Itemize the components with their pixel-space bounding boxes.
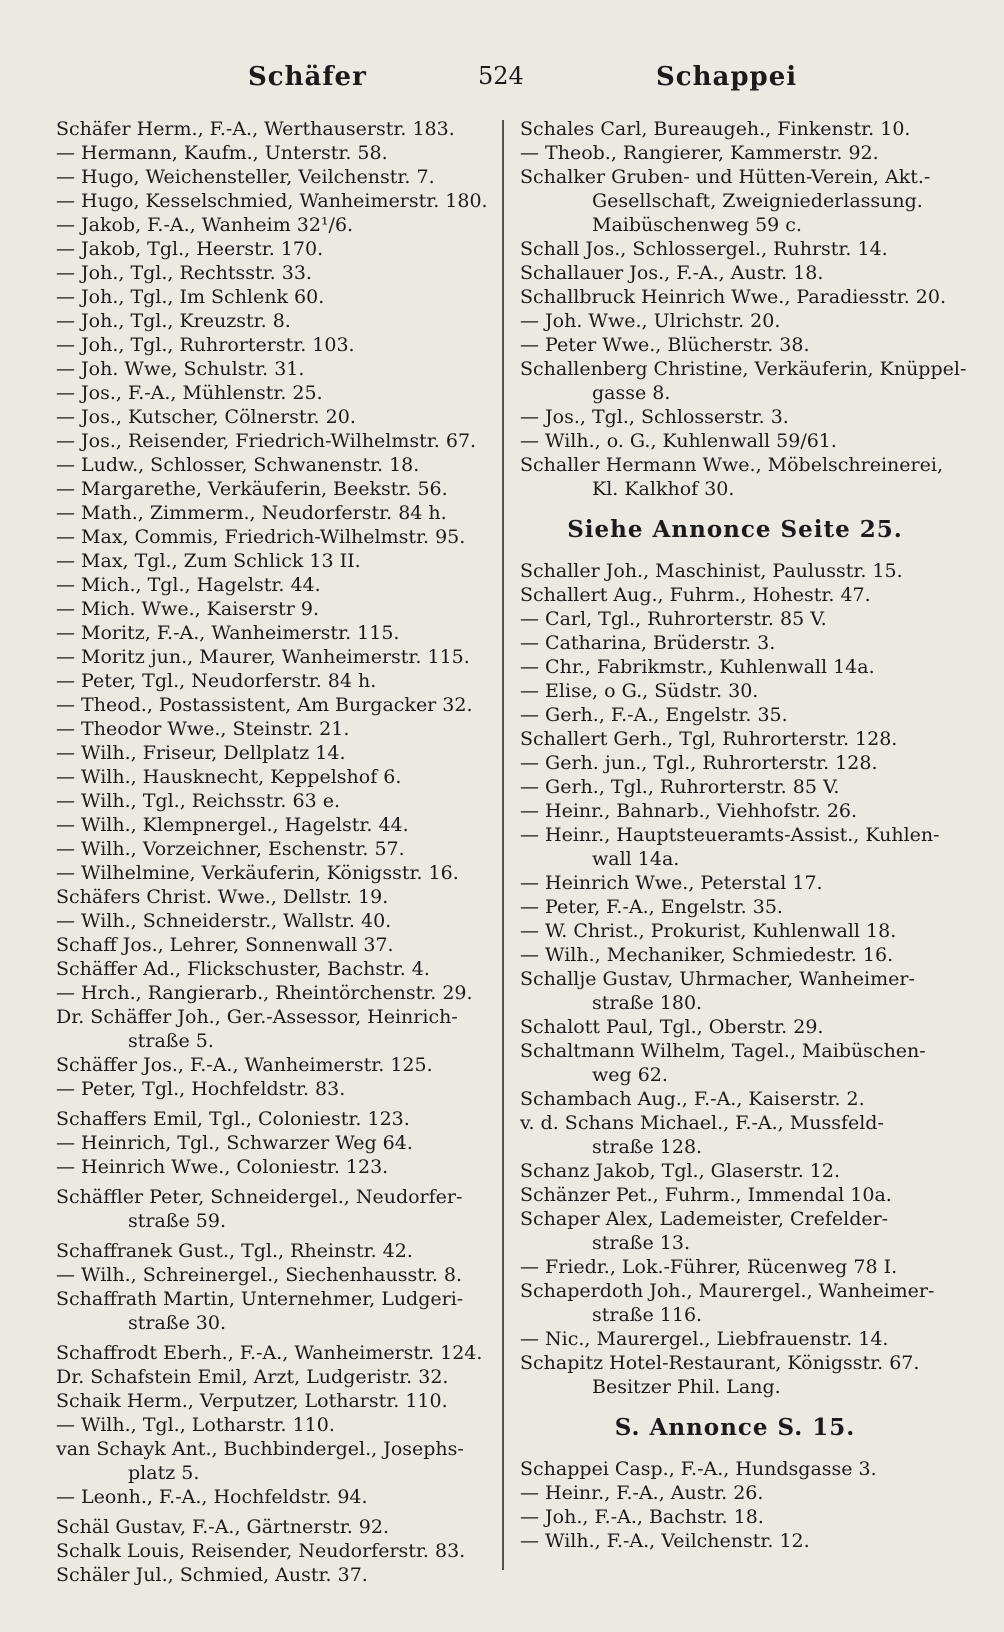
list-item: — Joh., Tgl., Ruhrorterstr. 103. <box>56 334 355 356</box>
list-item: — Wilh., Schreinergel., Siechenhausstr. 8. <box>56 1264 463 1286</box>
list-item: v. d. Schans Michael., F.-A., Mussfeld- <box>520 1112 884 1134</box>
list-item: — Joh. Wwe, Schulstr. 31. <box>56 358 305 380</box>
list-item: — Gerh., Tgl., Ruhrorterstr. 85 V. <box>520 776 840 798</box>
list-item: — Hrch., Rangierarb., Rheintörchenstr. 29. <box>56 982 473 1004</box>
list-item-continuation: weg 62. <box>592 1064 668 1086</box>
list-item: — Joh., F.-A., Bachstr. 18. <box>520 1506 764 1528</box>
list-item: — Leonh., F.-A., Hochfeldstr. 94. <box>56 1486 368 1508</box>
list-item: Schales Carl, Bureaugeh., Finkenstr. 10. <box>520 118 911 140</box>
list-item: Schaller Hermann Wwe., Möbelschreinerei, <box>520 454 943 476</box>
annonce-note: S. Annonce S. 15. <box>614 1414 856 1441</box>
list-item: Schallauer Jos., F.-A., Austr. 18. <box>520 262 824 284</box>
list-item: — Hermann, Kaufm., Unterstr. 58. <box>56 142 388 164</box>
list-item-continuation: straße 5. <box>128 1030 214 1052</box>
list-item: — Math., Zimmerm., Neudorferstr. 84 h. <box>56 502 447 524</box>
list-item: Schäler Jul., Schmied, Austr. 37. <box>56 1564 368 1586</box>
list-item: — Joh., Tgl., Rechtsstr. 33. <box>56 262 312 284</box>
list-item: Schaper Alex, Lademeister, Crefelder- <box>520 1208 889 1230</box>
list-item: Schaltmann Wilhelm, Tagel., Maibüschen- <box>520 1040 926 1062</box>
list-item: — Theod., Postassistent, Am Burgacker 32. <box>56 694 473 716</box>
list-item: Schalker Gruben- und Hütten-Verein, Akt.- <box>520 166 931 188</box>
page-header <box>0 62 1004 102</box>
list-item: — Peter, Tgl., Neudorferstr. 84 h. <box>56 670 377 692</box>
list-item: Schall Jos., Schlossergel., Ruhrstr. 14. <box>520 238 888 260</box>
list-item: — Jakob, Tgl., Heerstr. 170. <box>56 238 324 260</box>
list-item: Schaperdoth Joh., Maurergel., Wanheimer- <box>520 1280 935 1302</box>
list-item: — Heinrich, Tgl., Schwarzer Weg 64. <box>56 1132 413 1154</box>
list-item: — Jakob, F.-A., Wanheim 32¹/6. <box>56 214 354 236</box>
list-item: Schäffer Jos., F.-A., Wanheimerstr. 125. <box>56 1054 433 1076</box>
list-item: — Moritz, F.-A., Wanheimerstr. 115. <box>56 622 400 644</box>
list-item: — Wilh., Vorzeichner, Eschenstr. 57. <box>56 838 405 860</box>
list-item: — Heinrich Wwe., Coloniestr. 123. <box>56 1156 389 1178</box>
list-item-continuation: Maibüschenweg 59 c. <box>592 214 802 236</box>
list-item: — Heinr., Bahnarb., Viehhofstr. 26. <box>520 800 858 822</box>
list-item: — Nic., Maurergel., Liebfrauenstr. 14. <box>520 1328 889 1350</box>
list-item: Schaffers Emil, Tgl., Coloniestr. 123. <box>56 1108 410 1130</box>
list-item: — Wilh., Tgl., Lotharstr. 110. <box>56 1414 335 1436</box>
column-divider <box>502 120 504 1570</box>
list-item-continuation: Besitzer Phil. Lang. <box>592 1376 781 1398</box>
right-column <box>520 117 967 1553</box>
list-item: Schäfer Herm., F.-A., Werthauserstr. 183. <box>56 118 455 140</box>
list-item: Schaffrath Martin, Unternehmer, Ludgeri- <box>56 1288 464 1310</box>
list-item: Schaffranek Gust., Tgl., Rheinstr. 42. <box>56 1240 413 1262</box>
list-item: — Peter Wwe., Blücherstr. 38. <box>520 334 810 356</box>
list-item: Schanz Jakob, Tgl., Glaserstr. 12. <box>520 1160 841 1182</box>
list-item: — Max, Commis, Friedrich-Wilhelmstr. 95. <box>56 526 466 548</box>
list-item-continuation: Gesellschaft, Zweigniederlassung. <box>592 190 923 212</box>
list-item: — Theodor Wwe., Steinstr. 21. <box>56 718 350 740</box>
list-item: van Schayk Ant., Buchbindergel., Josephs- <box>56 1438 464 1460</box>
list-item: — Wilh., Tgl., Reichsstr. 63 e. <box>56 790 340 812</box>
list-item: Schalk Louis, Reisender, Neudorferstr. 83. <box>56 1540 466 1562</box>
list-item-continuation: straße 128. <box>592 1136 703 1158</box>
list-item: Dr. Schäffer Joh., Ger.-Assessor, Heinrich- <box>56 1006 458 1028</box>
list-item: Schäl Gustav, F.-A., Gärtnerstr. 92. <box>56 1516 390 1538</box>
list-item: — Mich., Tgl., Hagelstr. 44. <box>56 574 321 596</box>
list-item-continuation: wall 14a. <box>592 848 680 870</box>
list-item: — Chr., Fabrikmstr., Kuhlenwall 14a. <box>520 656 875 678</box>
list-item: — Theob., Rangierer, Kammerstr. 92. <box>520 142 879 164</box>
list-item: — Joh. Wwe., Ulrichstr. 20. <box>520 310 781 332</box>
list-item: Schäffer Ad., Flickschuster, Bachstr. 4. <box>56 958 430 980</box>
list-item: — Jos., Tgl., Schlosserstr. 3. <box>520 406 789 428</box>
list-item: — Friedr., Lok.-Führer, Rücenweg 78 I. <box>520 1256 898 1278</box>
list-item: Schaff Jos., Lehrer, Sonnenwall 37. <box>56 934 394 956</box>
running-head-left: Schäfer <box>248 62 367 92</box>
list-item: Schaffrodt Eberh., F.-A., Wanheimerstr. 124. <box>56 1342 483 1364</box>
list-item: Schaik Herm., Verputzer, Lotharstr. 110. <box>56 1390 448 1412</box>
list-item: — Hugo, Kesselschmied, Wanheimerstr. 180. <box>56 190 488 212</box>
list-item: Schappei Casp., F.-A., Hundsgasse 3. <box>520 1458 877 1480</box>
list-item: — Gerh., F.-A., Engelstr. 35. <box>520 704 788 726</box>
list-item: — Jos., Kutscher, Cölnerstr. 20. <box>56 406 356 428</box>
list-item: — Hugo, Weichensteller, Veilchenstr. 7. <box>56 166 435 188</box>
list-item: — Wilhelmine, Verkäuferin, Königsstr. 16. <box>56 862 459 884</box>
list-item: — Peter, F.-A., Engelstr. 35. <box>520 896 783 918</box>
page-number: 524 <box>478 62 524 90</box>
left-column <box>56 117 496 1587</box>
list-item: — Wilh., Klempnergel., Hagelstr. 44. <box>56 814 409 836</box>
list-item: Schallert Gerh., Tgl, Ruhrorterstr. 128. <box>520 728 898 750</box>
list-item-continuation: platz 5. <box>128 1462 200 1484</box>
annonce-note: Siehe Annonce Seite 25. <box>567 516 903 543</box>
list-item: — Heinrich Wwe., Peterstal 17. <box>520 872 823 894</box>
list-item: — Catharina, Brüderstr. 3. <box>520 632 776 654</box>
list-item: Schallbruck Heinrich Wwe., Paradiesstr. 20. <box>520 286 946 308</box>
list-item: — Heinr., F.-A., Austr. 26. <box>520 1482 764 1504</box>
list-item: — W. Christ., Prokurist, Kuhlenwall 18. <box>520 920 897 942</box>
list-item: — Jos., F.-A., Mühlenstr. 25. <box>56 382 323 404</box>
list-item: — Carl, Tgl., Ruhrorterstr. 85 V. <box>520 608 827 630</box>
list-item: — Mich. Wwe., Kaiserstr 9. <box>56 598 319 620</box>
list-item: Schalott Paul, Tgl., Oberstr. 29. <box>520 1016 824 1038</box>
list-item: — Peter, Tgl., Hochfeldstr. 83. <box>56 1078 346 1100</box>
list-item: — Heinr., Hauptsteueramts-Assist., Kuhlen- <box>520 824 940 846</box>
list-item-continuation: straße 30. <box>128 1312 226 1334</box>
list-item: Schaller Joh., Maschinist, Paulusstr. 15. <box>520 560 903 582</box>
list-item: — Wilh., o. G., Kuhlenwall 59/61. <box>520 430 837 452</box>
list-item: — Wilh., Hausknecht, Keppelshof 6. <box>56 766 402 788</box>
list-item: — Margarethe, Verkäuferin, Beekstr. 56. <box>56 478 448 500</box>
list-item: — Wilh., Schneiderstr., Wallstr. 40. <box>56 910 392 932</box>
list-item: Schäfers Christ. Wwe., Dellstr. 19. <box>56 886 389 908</box>
list-item-continuation: straße 180. <box>592 992 703 1014</box>
list-item: Schapitz Hotel-Restaurant, Königsstr. 67. <box>520 1352 920 1374</box>
list-item: Schäffler Peter, Schneidergel., Neudorfer- <box>56 1186 463 1208</box>
list-item: — Wilh., Friseur, Dellplatz 14. <box>56 742 346 764</box>
list-item-continuation: gasse 8. <box>592 382 671 404</box>
list-item: Schänzer Pet., Fuhrm., Immendal 10a. <box>520 1184 892 1206</box>
list-item-continuation: straße 116. <box>592 1304 703 1326</box>
list-item: Dr. Schafstein Emil, Arzt, Ludgeristr. 32. <box>56 1366 449 1388</box>
list-item: — Joh., Tgl., Kreuzstr. 8. <box>56 310 291 332</box>
list-item: — Wilh., F.-A., Veilchenstr. 12. <box>520 1530 810 1552</box>
list-item: — Max, Tgl., Zum Schlick 13 II. <box>56 550 361 572</box>
list-item: Schallert Aug., Fuhrm., Hohestr. 47. <box>520 584 871 606</box>
list-item: Schallenberg Christine, Verkäuferin, Knüppel- <box>520 358 967 380</box>
running-head-right: Schappei <box>656 62 798 92</box>
list-item: Schambach Aug., F.-A., Kaiserstr. 2. <box>520 1088 865 1110</box>
list-item: — Ludw., Schlosser, Schwanenstr. 18. <box>56 454 420 476</box>
list-item: Schallje Gustav, Uhrmacher, Wanheimer- <box>520 968 915 990</box>
list-item: — Wilh., Mechaniker, Schmiedestr. 16. <box>520 944 894 966</box>
list-item: — Moritz jun., Maurer, Wanheimerstr. 115. <box>56 646 470 668</box>
list-item: — Joh., Tgl., Im Schlenk 60. <box>56 286 325 308</box>
list-item: — Jos., Reisender, Friedrich-Wilhelmstr. 67. <box>56 430 477 452</box>
list-item-continuation: Kl. Kalkhof 30. <box>592 478 735 500</box>
list-item: — Elise, o G., Südstr. 30. <box>520 680 759 702</box>
list-item-continuation: straße 13. <box>592 1232 690 1254</box>
list-item-continuation: straße 59. <box>128 1210 226 1232</box>
list-item: — Gerh. jun., Tgl., Ruhrorterstr. 128. <box>520 752 878 774</box>
